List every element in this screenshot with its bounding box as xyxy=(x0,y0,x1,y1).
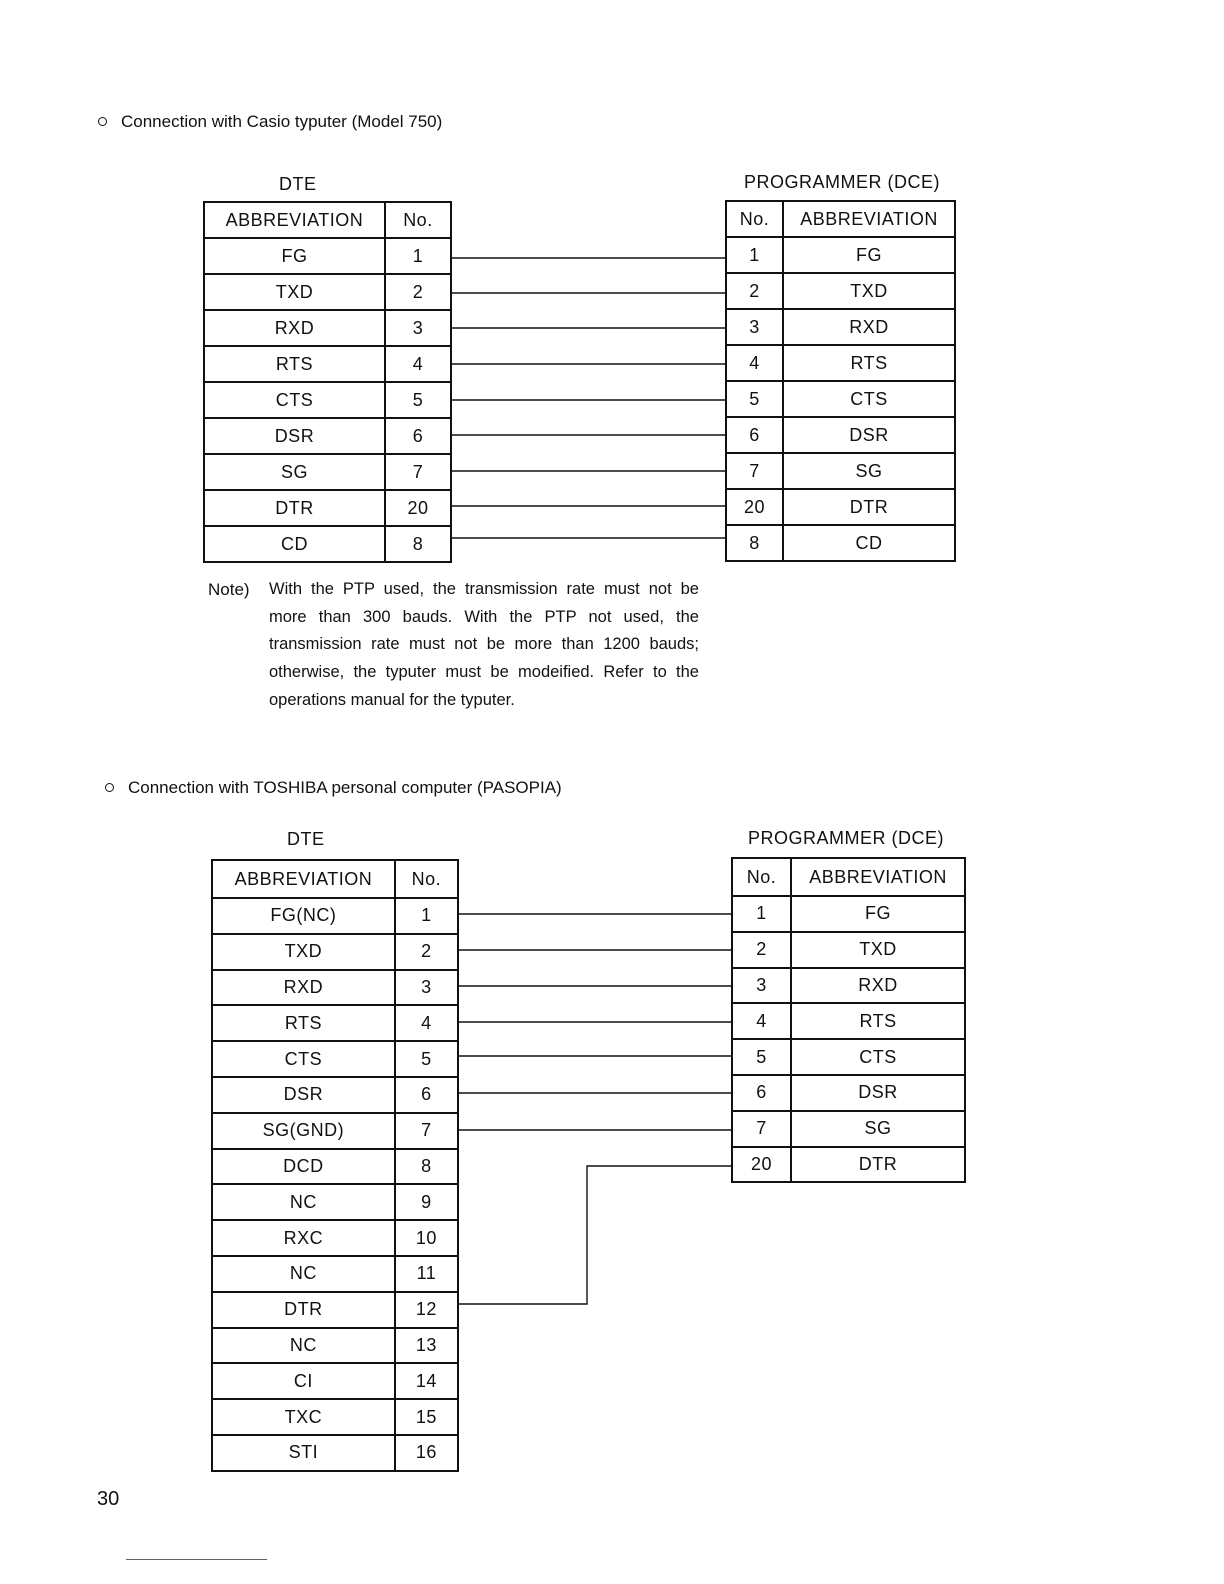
pin-cell: 3 xyxy=(385,310,451,346)
section2-dte-label: DTE xyxy=(287,829,325,849)
pin-cell: 1 xyxy=(726,237,783,273)
pin-cell: 6 xyxy=(385,418,451,454)
pin-cell: 15 xyxy=(395,1399,458,1435)
abbr-cell: SG xyxy=(204,454,385,490)
pin-cell: 11 xyxy=(395,1256,458,1292)
pin-cell: 4 xyxy=(726,345,783,381)
abbr-cell: SG xyxy=(783,453,955,489)
pin-cell: 7 xyxy=(385,454,451,490)
page-number: 30 xyxy=(97,1488,120,1510)
header-abbreviation: ABBREVIATION xyxy=(783,201,955,237)
abbr-cell: TXD xyxy=(783,273,955,309)
section1-heading: Connection with Casio typuter (Model 750) xyxy=(121,112,443,131)
pin-cell: 13 xyxy=(395,1328,458,1364)
pin-cell: 8 xyxy=(385,526,451,562)
abbr-cell: DCD xyxy=(212,1149,395,1185)
abbr-cell: RXD xyxy=(212,970,395,1006)
section1-dte-label: DTE xyxy=(279,174,317,194)
pin-cell: 5 xyxy=(726,381,783,417)
abbr-cell: DSR xyxy=(212,1077,395,1113)
note-label: Note) xyxy=(208,580,250,599)
pin-cell: 4 xyxy=(732,1003,791,1039)
abbr-cell: CTS xyxy=(783,381,955,417)
pin-cell: 8 xyxy=(395,1149,458,1185)
abbr-cell: FG xyxy=(783,237,955,273)
header-abbreviation: ABBREVIATION xyxy=(204,202,385,238)
pin-cell: 1 xyxy=(385,238,451,274)
pin-cell: 20 xyxy=(726,489,783,525)
abbr-cell: RTS xyxy=(204,346,385,382)
footer-rule xyxy=(126,1559,267,1560)
abbr-cell: CI xyxy=(212,1363,395,1399)
note-text: With the PTP used, the transmission rate must not be more than 300 bauds. With the PTP not used, the transmission rate must not be more than 1200 bauds; otherwise, the typuter must be modeified. Refer to the operations manual for the typuter. xyxy=(269,580,699,709)
pin-cell: 6 xyxy=(732,1075,791,1111)
abbr-cell: CD xyxy=(204,526,385,562)
header-abbreviation: ABBREVIATION xyxy=(791,858,965,896)
pin-cell: 9 xyxy=(395,1184,458,1220)
abbr-cell: NC xyxy=(212,1328,395,1364)
abbr-cell: FG(NC) xyxy=(212,898,395,934)
pin-cell: 5 xyxy=(732,1039,791,1075)
header-abbreviation: ABBREVIATION xyxy=(212,860,395,898)
pin-cell: 3 xyxy=(395,970,458,1006)
abbr-cell: FG xyxy=(204,238,385,274)
abbr-cell: DTR xyxy=(204,490,385,526)
wire xyxy=(459,1166,731,1304)
pin-cell: 4 xyxy=(395,1005,458,1041)
abbr-cell: CTS xyxy=(204,382,385,418)
abbr-cell: TXD xyxy=(204,274,385,310)
abbr-cell: DSR xyxy=(204,418,385,454)
abbr-cell: RXD xyxy=(791,968,965,1004)
abbr-cell: SG xyxy=(791,1111,965,1147)
abbr-cell: FG xyxy=(791,896,965,932)
pin-cell: 10 xyxy=(395,1220,458,1256)
pin-cell: 1 xyxy=(732,896,791,932)
pin-cell: 7 xyxy=(726,453,783,489)
abbr-cell: NC xyxy=(212,1256,395,1292)
pin-cell: 2 xyxy=(726,273,783,309)
abbr-cell: CTS xyxy=(791,1039,965,1075)
pin-cell: 12 xyxy=(395,1292,458,1328)
header-no: No. xyxy=(732,858,791,896)
abbr-cell: STI xyxy=(212,1435,395,1471)
pin-cell: 5 xyxy=(395,1041,458,1077)
section2-dce-label: PROGRAMMER (DCE) xyxy=(748,828,944,848)
section1-dce-label: PROGRAMMER (DCE) xyxy=(744,172,940,192)
abbr-cell: DTR xyxy=(212,1292,395,1328)
pin-cell: 5 xyxy=(385,382,451,418)
section2-heading: Connection with TOSHIBA personal computer (PASOPIA) xyxy=(128,778,562,797)
header-no: No. xyxy=(385,202,451,238)
abbr-cell: RXC xyxy=(212,1220,395,1256)
pin-cell: 6 xyxy=(726,417,783,453)
pin-cell: 16 xyxy=(395,1435,458,1471)
abbr-cell: RTS xyxy=(791,1003,965,1039)
pin-cell: 2 xyxy=(395,934,458,970)
abbr-cell: DSR xyxy=(791,1075,965,1111)
abbr-cell: DSR xyxy=(783,417,955,453)
header-no: No. xyxy=(726,201,783,237)
pin-cell: 3 xyxy=(732,968,791,1004)
abbr-cell: RTS xyxy=(783,345,955,381)
abbr-cell: TXD xyxy=(212,934,395,970)
abbr-cell: CTS xyxy=(212,1041,395,1077)
header-no: No. xyxy=(395,860,458,898)
pin-cell: 14 xyxy=(395,1363,458,1399)
abbr-cell: RTS xyxy=(212,1005,395,1041)
pin-cell: 3 xyxy=(726,309,783,345)
pin-cell: 4 xyxy=(385,346,451,382)
pin-cell: 7 xyxy=(732,1111,791,1147)
abbr-cell: CD xyxy=(783,525,955,561)
pin-cell: 2 xyxy=(385,274,451,310)
pin-cell: 1 xyxy=(395,898,458,934)
abbr-cell: RXD xyxy=(783,309,955,345)
abbr-cell: NC xyxy=(212,1184,395,1220)
abbr-cell: DTR xyxy=(791,1147,965,1183)
pin-cell: 6 xyxy=(395,1077,458,1113)
pin-cell: 7 xyxy=(395,1113,458,1149)
abbr-cell: SG(GND) xyxy=(212,1113,395,1149)
abbr-cell: TXC xyxy=(212,1399,395,1435)
pin-cell: 20 xyxy=(732,1147,791,1183)
abbr-cell: TXD xyxy=(791,932,965,968)
pin-cell: 20 xyxy=(385,490,451,526)
pin-cell: 2 xyxy=(732,932,791,968)
pin-cell: 8 xyxy=(726,525,783,561)
abbr-cell: RXD xyxy=(204,310,385,346)
abbr-cell: DTR xyxy=(783,489,955,525)
